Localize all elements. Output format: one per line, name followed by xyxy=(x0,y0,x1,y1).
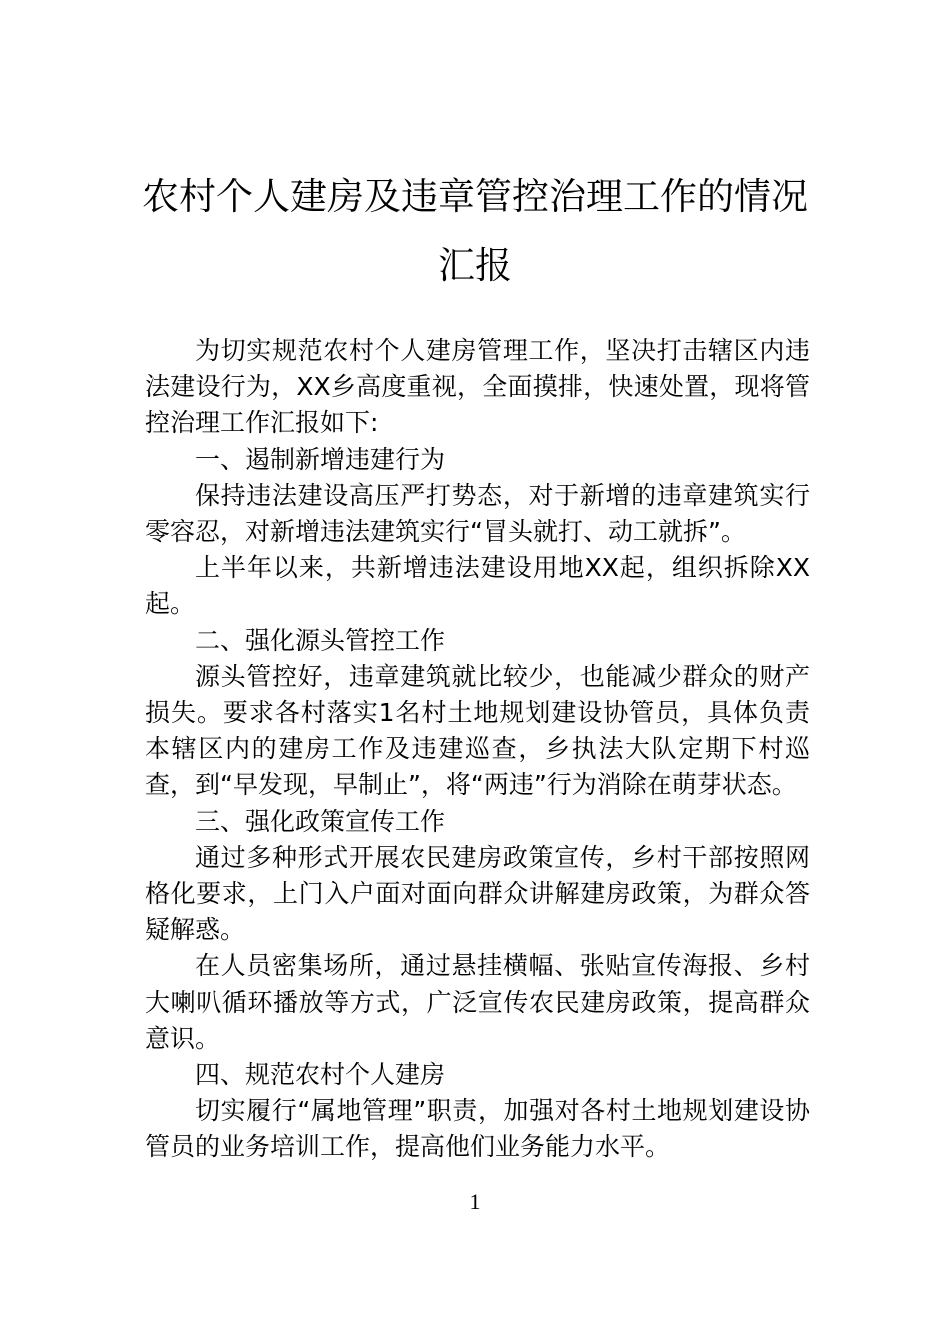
section-1-paragraph-1: 保持违法建设高压严打势态，对于新增的违章建筑实行零容忍，对新增违法建筑实行“冒头就打、动工就拆”。 xyxy=(145,480,810,547)
section-3-paragraph-2: 在人员密集场所，通过悬挂横幅、张贴宣传海报、乡村大喇叭循环播放等方式，广泛宣传农民建房政策，提高群众意识。 xyxy=(145,951,810,1053)
section-3-paragraph-1: 通过多种形式开展农民建房政策宣传，乡村干部按照网格化要求，上门入户面对面向群众讲解建房政策，为群众答疑解惑。 xyxy=(145,842,810,945)
document-title-line-1: 农村个人建房及违章管控治理工作的情况 xyxy=(142,175,808,218)
section-heading-3: 三、强化政策宣传工作 xyxy=(195,806,446,836)
page-number: 1 xyxy=(469,1189,481,1214)
section-heading-1: 一、遏制新增违建行为 xyxy=(195,444,446,474)
document-body xyxy=(145,333,810,1166)
section-4-paragraph-1: 切实履行“属地管理”职责，加强对各村土地规划建设协管员的业务培训工作，提高他们业务能力水平。 xyxy=(145,1096,810,1162)
intro-paragraph: 为切实规范农村个人建房管理工作，坚决打击辖区内违法建设行为，XX乡高度重视，全面摸排，快速处置，现将管控治理工作汇报如下: xyxy=(145,336,810,438)
section-heading-2: 二、强化源头管控工作 xyxy=(195,625,446,655)
section-1-paragraph-2: 上半年以来，共新增违法建设用地XX起，组织拆除XX起。 xyxy=(145,553,810,619)
document-title-line-2: 汇报 xyxy=(438,244,512,287)
section-heading-4: 四、规范农村个人建房 xyxy=(195,1060,446,1090)
section-2-paragraph-1: 源头管控好，违章建筑就比较少，也能减少群众的财产损失。要求各村落实1名村土地规划建设协管员，具体负责本辖区内的建房工作及违建巡查，乡执法大队定期下村巡查，到“早发现，早制止”，将“两违”行为消除在萌芽状态。 xyxy=(145,661,810,800)
